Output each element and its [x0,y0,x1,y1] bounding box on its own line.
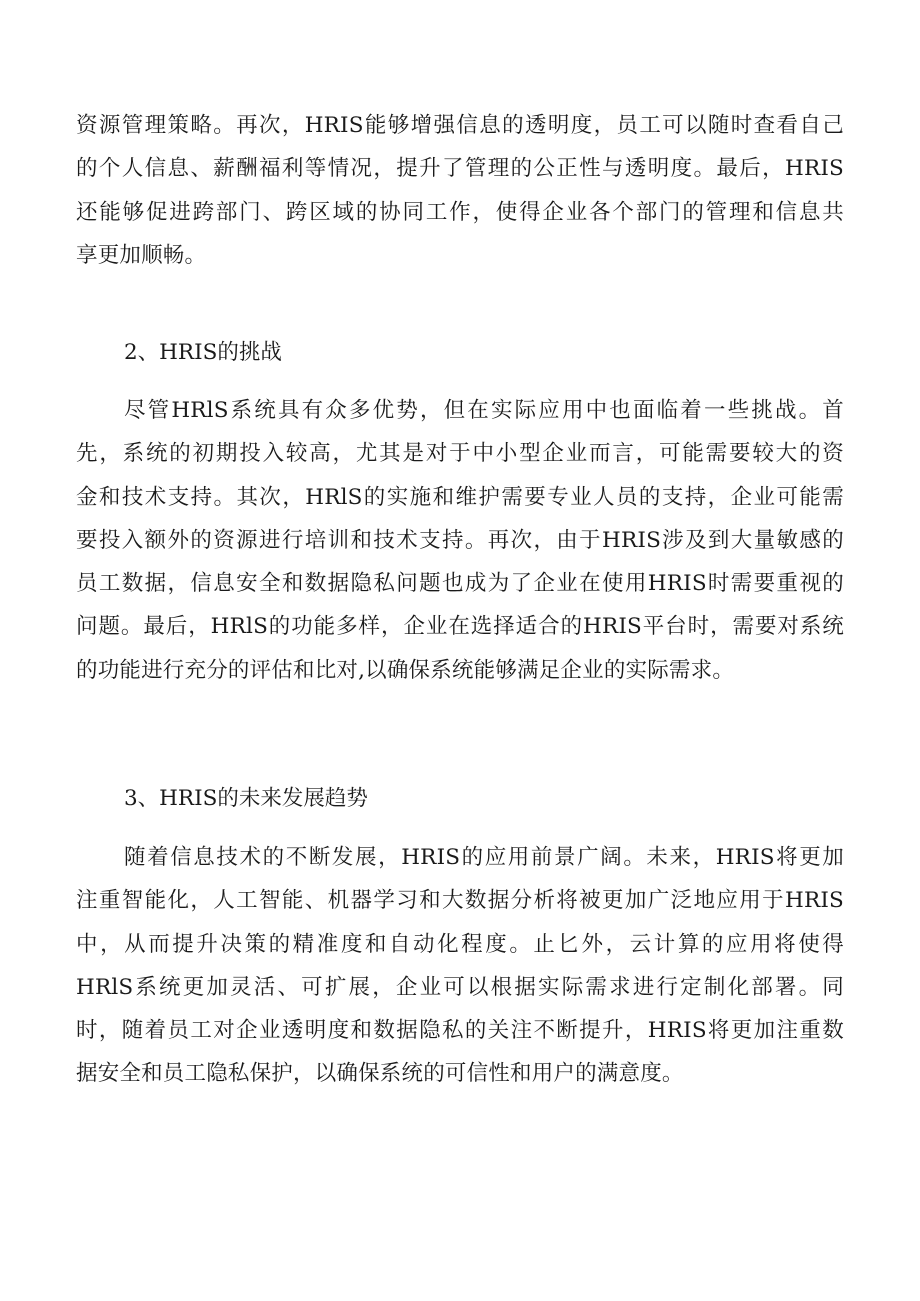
paragraph-line: 资源管理策略。再次，HRIS能够增强信息的透明度，员工可以随时查看自己 [76,113,844,138]
paragraph-line: 问题。最后，HRlS的功能多样，企业在选择适合的HRIS平台时，需要对系统 [76,614,844,640]
paragraph-line: 享更加顺畅。 [76,242,207,268]
section-heading-challenges: 2、HRIS的挑战 [124,340,282,365]
paragraph-line: 先，系统的初期投入较高，尤其是对于中小型企业而言，可能需要较大的资 [76,441,844,467]
paragraph-line: HRlS系统更加灵活、可扩展，企业可以根据实际需求进行定制化部署。同 [76,974,844,1000]
paragraph-line: 时，随着员工对企业透明度和数据隐私的关注不断提升，HRIS将更加注重数 [76,1018,844,1044]
paragraph-line: 的功能进行充分的评估和比对,以确保系统能够满足企业的实际需求。 [76,657,735,683]
paragraph-line: 随着信息技术的不断发展，HRIS的应用前景广阔。未来，HRIS将更加 [124,845,844,870]
paragraph-line: 据安全和员工隐私保护，以确保系统的可信性和用户的满意度。 [76,1061,684,1087]
section-heading-future-trends: 3、HRIS的未来发展趋势 [124,786,368,811]
paragraph-line: 金和技术支持。其次，HRlS的实施和维护需要专业人员的支持，企业可能需 [76,484,844,510]
paragraph-hris-challenges [76,389,844,692]
paragraph-line: 尽管HRlS系统具有众多优势，但在实际应用中也面临着一些挑战。首 [124,398,844,423]
paragraph-line: 要投入额外的资源进行培训和技术支持。再次，由于HRIS涉及到大量敏感的 [76,527,844,553]
paragraph-line: 注重智能化，人工智能、机器学习和大数据分析将被更加广泛地应用于HRIS [76,888,844,914]
paragraph-line: 的个人信息、薪酬福利等情况，提升了管理的公正性与透明度。最后，HRIS [76,156,844,182]
paragraph-line: 还能够促进跨部门、跨区域的协同工作，使得企业各个部门的管理和信息共 [76,199,844,225]
paragraph-line: 员工数据，信息安全和数据隐私问题也成为了企业在使用HRIS时需要重视的 [76,571,844,597]
paragraph-hris-advantages-continued [76,104,844,277]
paragraph-hris-future [76,836,844,1096]
paragraph-line: 中，从而提升决策的精准度和自动化程度。止匕外，云计算的应用将使得 [76,931,844,957]
